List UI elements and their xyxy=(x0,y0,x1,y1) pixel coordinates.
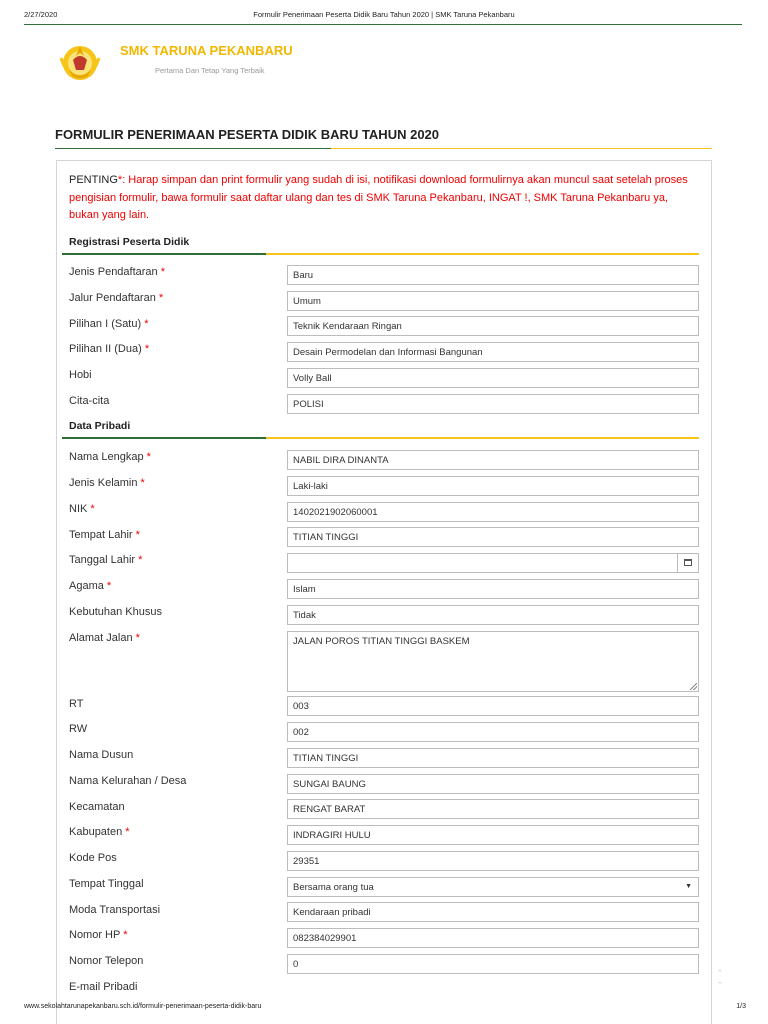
agama-field[interactable]: Islam xyxy=(287,579,699,599)
moda-transportasi-field[interactable]: Kendaraan pribadi xyxy=(287,902,699,922)
nama-lengkap-field[interactable]: NABIL DIRA DINANTA xyxy=(287,450,699,470)
print-footer xyxy=(0,1003,768,1015)
tempat-lahir-field[interactable]: TITIAN TINGGI xyxy=(287,527,699,547)
label-pilihan-1: Pilihan I (Satu) * xyxy=(69,318,149,330)
tempat-tinggal-value: Bersama orang tua xyxy=(293,882,374,893)
pilihan-2-field[interactable]: Desain Permodelan dan Informasi Bangunan xyxy=(287,342,699,362)
label-nomor-telepon: Nomor Telepon xyxy=(69,955,144,967)
form-title: FORMULIR PENERIMAAN PESERTA DIDIK BARU TAHUN 2020 xyxy=(55,127,440,142)
print-url: www.sekolahtarunapekanbaru.sch.id/formulir-penerimaan-peserta-didik-baru xyxy=(24,1003,262,1010)
rw-field[interactable]: 002 xyxy=(287,722,699,742)
label-agama: Agama * xyxy=(69,580,112,592)
label-cita-cita: Cita-cita xyxy=(69,395,110,407)
label-tempat-tinggal: Tempat Tinggal xyxy=(69,878,144,890)
label-kecamatan: Kecamatan xyxy=(69,801,125,813)
label-hobi: Hobi xyxy=(69,369,92,381)
nomor-telepon-field[interactable]: 0 xyxy=(287,954,699,974)
label-email: E-mail Pribadi xyxy=(69,981,138,993)
nomor-hp-field[interactable]: 082384029901 xyxy=(287,928,699,948)
jalur-pendaftaran-field[interactable]: Umum xyxy=(287,291,699,311)
nama-dusun-field[interactable]: TITIAN TINGGI xyxy=(287,748,699,768)
site-name[interactable]: SMK TARUNA PEKANBARU xyxy=(120,43,293,58)
resize-handle[interactable] xyxy=(690,683,697,690)
label-nama-lengkap: Nama Lengkap * xyxy=(69,451,151,463)
jenis-kelamin-field[interactable]: Laki-laki xyxy=(287,476,699,496)
alamat-jalan-textarea[interactable] xyxy=(287,631,699,692)
section-divider-registrasi xyxy=(62,253,699,255)
section-divider-pribadi xyxy=(62,437,699,439)
jenis-pendaftaran-field[interactable]: Baru xyxy=(287,265,699,285)
important-notice xyxy=(69,172,699,225)
label-kebutuhan-khusus: Kebutuhan Khusus xyxy=(69,606,162,618)
label-alamat-jalan: Alamat Jalan * xyxy=(69,632,140,644)
notice-body: : Harap simpan dan print formulir yang sudah di isi, notifikasi download formulirnya akan muncul saat setelah proses pengisian formulir, bawa formulir saat daftar ulang dan tes di SMK Taruna Pekanbaru, INGAT !, SMK Taruna Pekanbaru ya, bukan yang lain. xyxy=(69,174,688,221)
rt-field[interactable]: 003 xyxy=(287,696,699,716)
label-moda-transportasi: Moda Transportasi xyxy=(69,904,161,916)
label-nama-dusun: Nama Dusun xyxy=(69,749,134,761)
notice-star: * xyxy=(117,174,123,186)
label-kode-pos: Kode Pos xyxy=(69,852,117,864)
section-title-registrasi: Registrasi Peserta Didik xyxy=(69,236,190,248)
print-header-divider xyxy=(24,24,742,25)
print-date: 2/27/2020 xyxy=(24,10,58,19)
label-kelurahan: Nama Kelurahan / Desa xyxy=(69,775,187,787)
school-logo[interactable] xyxy=(55,40,105,86)
site-tagline: Pertama Dan Tetap Yang Terbaik xyxy=(155,66,265,75)
label-kabupaten: Kabupaten * xyxy=(69,826,130,838)
cita-cita-field[interactable]: POLISI xyxy=(287,394,699,414)
pilihan-1-field[interactable]: Teknik Kendaraan Ringan xyxy=(287,316,699,336)
kabupaten-field[interactable]: INDRAGIRI HULU xyxy=(287,825,699,845)
print-page-number: 1/3 xyxy=(736,1003,746,1010)
label-rw: RW xyxy=(69,723,88,735)
nik-field[interactable]: 1402021902060001 xyxy=(287,502,699,522)
kebutuhan-khusus-field[interactable]: Tidak xyxy=(287,605,699,625)
chevron-down-icon[interactable]: ▼ xyxy=(685,883,692,890)
calendar-icon[interactable] xyxy=(677,554,698,572)
tempat-tinggal-select[interactable] xyxy=(287,877,699,897)
notice-lead: PENTING xyxy=(69,174,118,186)
section-title-pribadi: Data Pribadi xyxy=(69,420,131,432)
label-jenis-kelamin: Jenis Kelamin * xyxy=(69,477,145,489)
kode-pos-field[interactable]: 29351 xyxy=(287,851,699,871)
label-pilihan-2: Pilihan II (Dua) * xyxy=(69,343,150,355)
hobi-field[interactable]: Volly Ball xyxy=(287,368,699,388)
label-tempat-lahir: Tempat Lahir * xyxy=(69,529,140,541)
kecamatan-field[interactable]: RENGAT BARAT xyxy=(287,799,699,819)
label-rt: RT xyxy=(69,698,84,710)
kelurahan-field[interactable]: SUNGAI BAUNG xyxy=(287,774,699,794)
label-nik: NIK * xyxy=(69,503,95,515)
print-page-title: Formulir Penerimaan Peserta Didik Baru Tahun 2020 | SMK Taruna Pekanbaru xyxy=(253,10,515,19)
label-nomor-hp: Nomor HP * xyxy=(69,929,128,941)
label-jalur-pendaftaran: Jalur Pendaftaran * xyxy=(69,292,164,304)
label-tanggal-lahir: Tanggal Lahir * xyxy=(69,554,143,566)
tanggal-lahir-field[interactable] xyxy=(287,553,699,573)
print-header xyxy=(0,8,768,22)
double-chevron-up-icon[interactable]: ˆ ˆ xyxy=(718,969,722,993)
form-title-divider xyxy=(55,148,712,149)
alamat-jalan-value: JALAN POROS TITIAN TINGGI BASKEM xyxy=(293,636,470,647)
label-jenis-pendaftaran: Jenis Pendaftaran * xyxy=(69,266,166,278)
